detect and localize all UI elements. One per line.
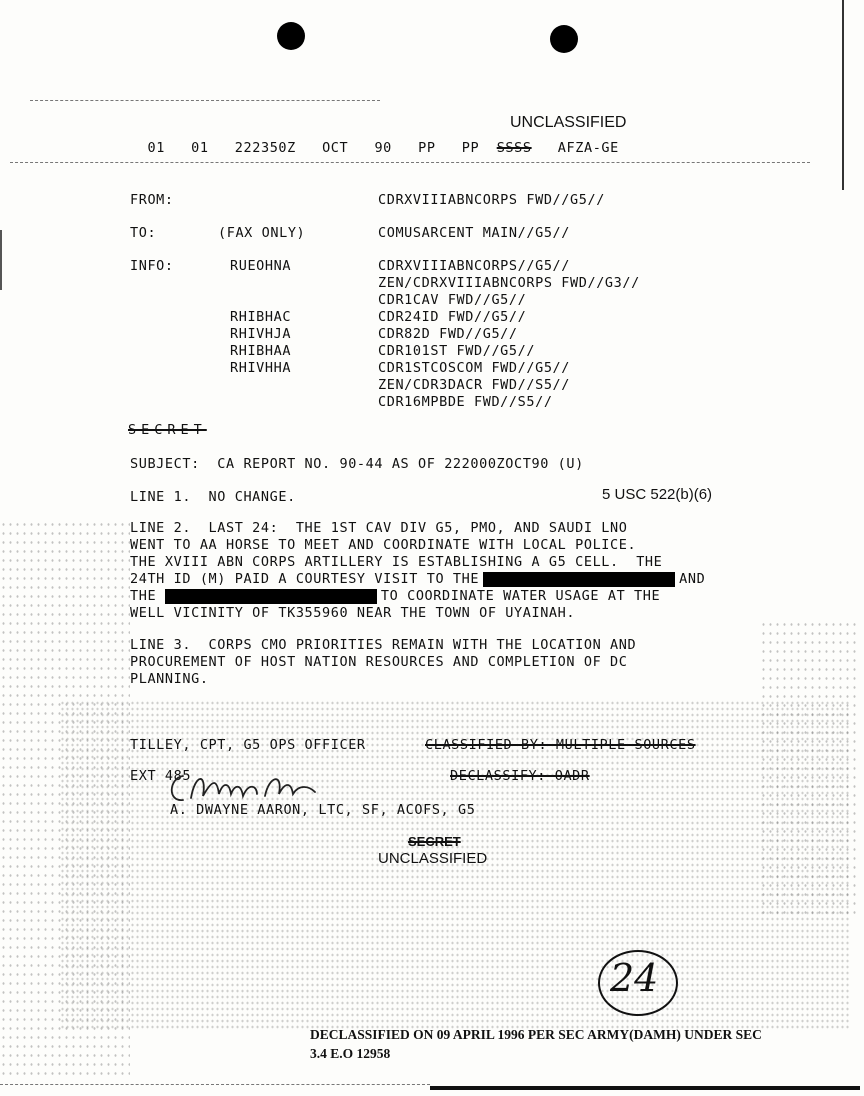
info-address: CDRXVIIIABNCORPS//G5//: [378, 258, 571, 274]
paragraph-text: AND: [679, 571, 706, 587]
info-code: RHIVHJA: [230, 326, 292, 342]
info-code: [230, 292, 291, 309]
info-label: INFO:: [130, 258, 174, 274]
info-address: CDR16MPBDE FWD//S5//: [378, 394, 553, 410]
header-rule: [10, 162, 810, 163]
info-code: RHIVHHA: [230, 360, 292, 376]
paragraph-text: TO COORDINATE WATER USAGE AT THE: [380, 588, 661, 604]
info-address: ZEN/CDRXVIIIABNCORPS FWD//G3//: [378, 275, 640, 291]
info-address: ZEN/CDR3DACR FWD//S5//: [378, 377, 571, 393]
paragraph-line: WENT TO AA HORSE TO MEET AND COORDINATE WITH LOCAL POLICE.: [130, 537, 637, 553]
to-note: (FAX ONLY): [218, 225, 306, 241]
paragraph-text: 24TH ID (M) PAID A COURTESY VISIT TO THE: [130, 571, 480, 587]
paragraph-line: WELL VICINITY OF TK355960 NEAR THE TOWN OF UYAINAH.: [130, 605, 576, 621]
info-address: CDR82D FWD//G5//: [378, 326, 518, 342]
subject-line: SUBJECT: CA REPORT NO. 90-44 AS OF 222000ZOCT90 (U): [130, 456, 584, 472]
info-code: [230, 275, 291, 292]
paragraph-line: PROCUREMENT OF HOST NATION RESOURCES AND COMPLETION OF DC: [130, 654, 628, 670]
classification-bottom-struck: SECRET: [408, 834, 461, 849]
paragraph-line: [130, 588, 705, 605]
header-field: 01: [191, 140, 209, 156]
paragraph-line: PLANNING.: [130, 671, 209, 687]
info-address: CDR24ID FWD//G5//: [378, 309, 527, 325]
header-field: 222350Z: [234, 140, 296, 156]
signer-line: A. DWAYNE AARON, LTC, SF, ACOFS, G5: [170, 802, 476, 818]
top-rule: [30, 100, 380, 101]
info-address: CDR101ST FWD//G5//: [378, 343, 536, 359]
paragraph-line: [130, 571, 705, 588]
info-address: CDR1STCOSCOM FWD//G5//: [378, 360, 571, 376]
classified-by-struck: CLASSIFIED BY: MULTIPLE SOURCES: [425, 737, 696, 753]
classification-top-struck: SECRET: [128, 422, 207, 438]
info-addresses: [378, 258, 640, 411]
declass-footer-line: 3.4 E.O 12958: [310, 1046, 391, 1061]
header-field: PP: [461, 140, 480, 156]
info-code: [230, 394, 291, 411]
info-address: CDR1CAV FWD//G5//: [378, 292, 527, 308]
header-field: 90: [374, 140, 392, 156]
bottom-rule-left: [0, 1084, 430, 1085]
struck-classification: SSSS: [496, 140, 532, 156]
declass-footer-line: DECLASSIFIED ON 09 APRIL 1996 PER SEC ARMY(DAMH) UNDER SEC: [310, 1027, 762, 1042]
declassify-struck: DECLASSIFY: OADR: [450, 768, 590, 784]
scan-noise-right: [760, 620, 860, 920]
classification-bottom: UNCLASSIFIED: [378, 850, 488, 867]
punch-hole-left: [277, 22, 305, 50]
line-3-paragraph: [130, 637, 636, 688]
header-field: PP: [418, 140, 436, 156]
from-value: CDRXVIIIABNCORPS FWD//G5//: [378, 192, 605, 208]
line-1: LINE 1. NO CHANGE.: [130, 489, 296, 505]
to-value: COMUSARCENT MAIN//G5//: [378, 225, 571, 241]
line-2-paragraph: [130, 520, 705, 622]
info-code: [230, 377, 291, 394]
to-label: TO:: [130, 225, 157, 241]
punch-hole-right: [550, 25, 578, 53]
paragraph-line: LINE 2. LAST 24: THE 1ST CAV DIV G5, PMO, AND SAUDI LNO: [130, 520, 628, 536]
ext-line: EXT 485: [130, 768, 192, 784]
office-symbol: AFZA-GE: [557, 140, 619, 156]
header-field: OCT: [322, 140, 349, 156]
officer-line: TILLEY, CPT, G5 OPS OFFICER: [130, 737, 366, 753]
left-edge-mark: [0, 230, 2, 290]
paragraph-line: THE XVIII ABN CORPS ARTILLERY IS ESTABLISHING A G5 CELL. THE: [130, 554, 663, 570]
redaction-box: [165, 589, 377, 604]
info-code: RHIBHAA: [230, 343, 292, 359]
from-label: FROM:: [130, 192, 174, 208]
header-field: 01: [147, 140, 165, 156]
right-edge-mark: [842, 0, 844, 190]
page-number: 24: [610, 956, 659, 1000]
paragraph-line: LINE 3. CORPS CMO PRIORITIES REMAIN WITH THE LOCATION AND: [130, 637, 637, 653]
redaction-box: [483, 572, 675, 587]
info-code: RUEOHNA: [230, 258, 292, 274]
header-unclassified-stamp: UNCLASSIFIED: [510, 114, 627, 131]
bottom-rule: [430, 1086, 860, 1090]
paragraph-text: THE: [130, 588, 157, 604]
info-code: RHIBHAC: [230, 309, 292, 325]
exemption-stamp: 5 USC 522(b)(6): [602, 486, 713, 503]
info-codes: [230, 258, 291, 411]
